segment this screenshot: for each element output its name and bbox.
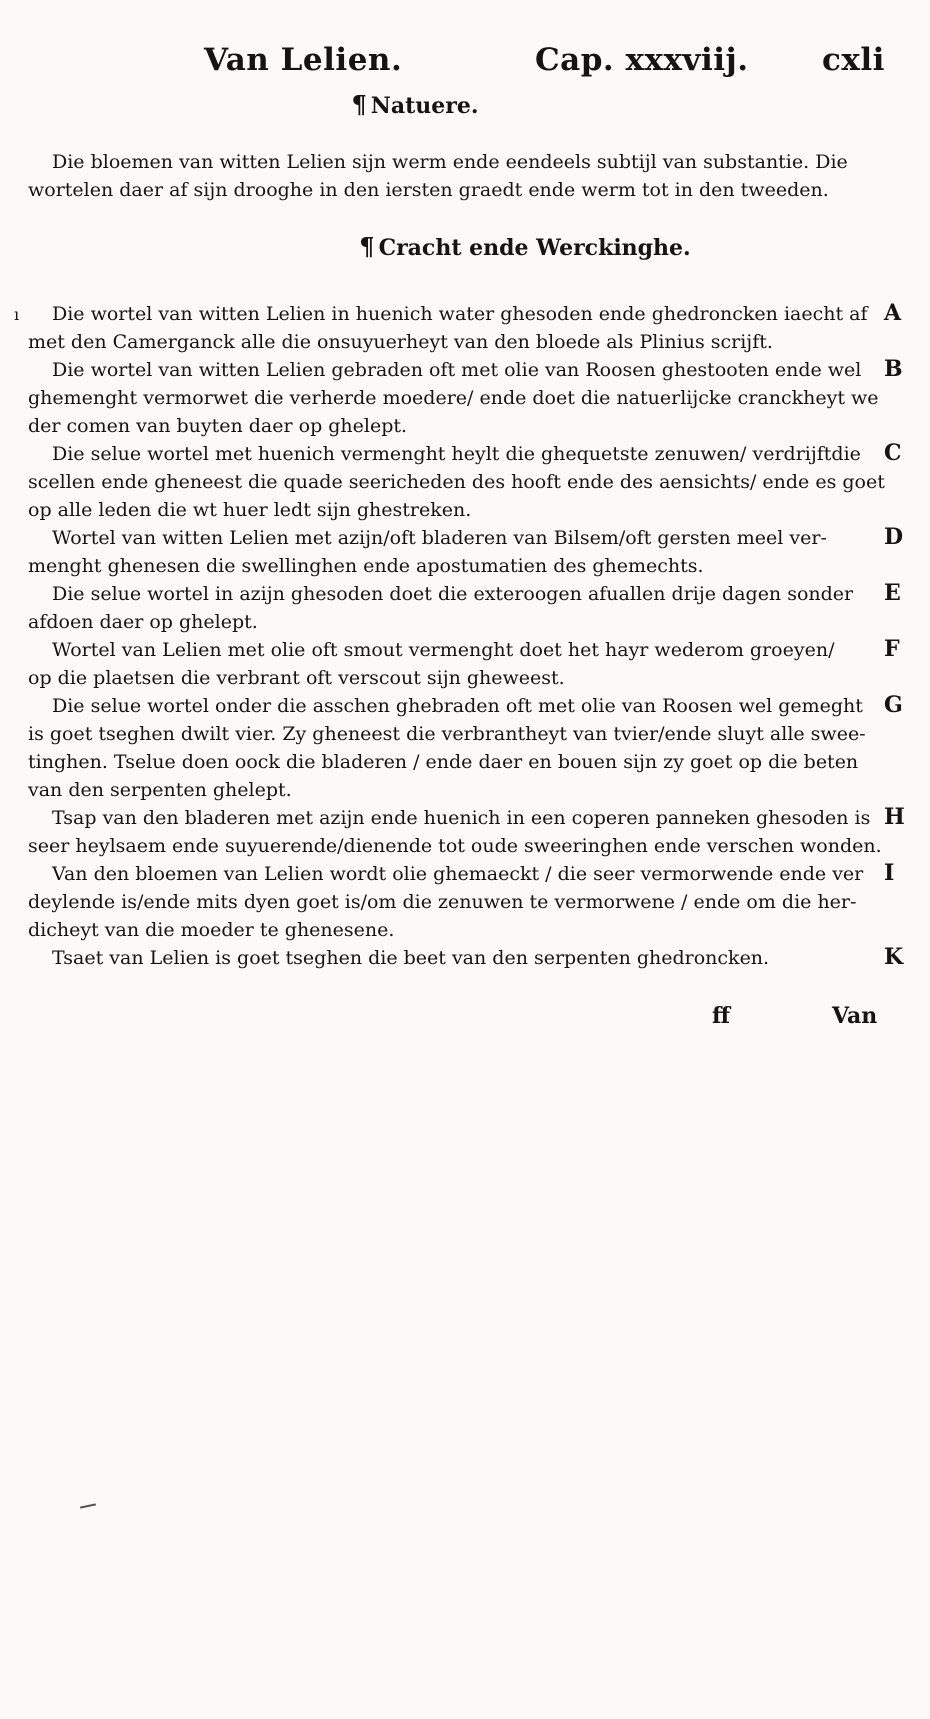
section-heading-text: Cracht ende Werckinghe.	[378, 235, 691, 261]
text-line: der comen van buyten daer op ghelept.	[28, 415, 408, 437]
pilcrow-icon: ¶	[359, 232, 375, 261]
catchword: Van	[832, 1003, 878, 1029]
text-line: menght ghenesen die swellinghen ende apostumatien des ghemechts.	[28, 555, 704, 577]
margin-letter: I	[884, 860, 895, 886]
virtue-paragraph	[28, 440, 885, 524]
running-title: Van Lelien.	[204, 42, 403, 78]
text-line: Wortel van witten Lelien met azijn/oft bladeren van Bilsem/oft gersten meel ver-	[52, 527, 827, 549]
text-line: Die selue wortel onder die asschen ghebraden oft met olie van Roosen wel gemeght	[52, 695, 863, 717]
margin-letter: D	[884, 524, 904, 550]
text-line: Tsap van den bladeren met azijn ende huenich in een coperen panneken ghesoden is	[52, 807, 871, 829]
margin-letter: F	[884, 636, 900, 662]
text-line: Die bloemen van witten Lelien sijn werm ende eendeels subtijl van substantie. Die	[52, 151, 848, 173]
section-heading-power	[60, 232, 930, 261]
text-line: wortelen daer af sijn drooghe in den iersten graedt ende werm tot in den tweeden.	[28, 179, 829, 201]
text-line: is goet tseghen dwilt vier. Zy gheneest die verbrantheyt van tvier/ende sluyt alle swee-	[28, 723, 866, 745]
text-line: Tsaet van Lelien is goet tseghen die beet van den serpenten ghedroncken.	[52, 947, 770, 969]
section-heading-text: Natuere.	[370, 93, 479, 119]
text-line: deylende is/ende mits dyen goet is/om die zenuwen te vermorwene / ende om die her-	[28, 891, 857, 913]
chapter-number: Cap. xxxviij.	[535, 42, 749, 78]
text-line: ghemenght vermorwet die verherde moedere/ ende doet die natuerlijcke cranckheyt we	[28, 387, 879, 409]
signature-mark: ff	[712, 1003, 731, 1029]
ink-mark	[80, 1503, 96, 1508]
virtue-paragraph	[28, 580, 878, 636]
text-line: Die selue wortel in azijn ghesoden doet die exteroogen afuallen drije dagen sonder	[52, 583, 854, 605]
margin-letter: C	[884, 440, 902, 466]
text-line: Wortel van Lelien met olie oft smout vermenght doet het hayr wederom groeyen/	[52, 639, 835, 661]
virtue-paragraph	[28, 524, 878, 580]
text-line: seer heylsaem ende suyuerende/dienende tot oude sweeringhen ende verschen wonden.	[28, 835, 882, 857]
margin-letter: A	[884, 300, 902, 326]
text-line: scellen ende gheneest die quade seericheden des hooft ende des aensichts/ ende es goet	[28, 471, 885, 493]
virtue-paragraph	[28, 636, 878, 692]
virtue-paragraph	[28, 692, 878, 804]
margin-letter: H	[884, 804, 905, 830]
text-line: van den serpenten ghelept.	[28, 779, 292, 801]
virtue-paragraph	[28, 860, 878, 944]
text-line: Die wortel van witten Lelien in huenich water ghesoden ende ghedroncken iaecht af	[52, 303, 868, 325]
folio-number: cxli	[822, 42, 885, 78]
text-line: tinghen. Tselue doen oock die bladeren / ende daer en bouen sijn zy goet op die beten	[28, 751, 859, 773]
text-line: afdoen daer op ghelept.	[28, 611, 258, 633]
virtue-paragraph	[28, 356, 878, 440]
virtue-paragraph	[28, 300, 878, 356]
margin-letter: K	[884, 944, 904, 970]
margin-mark: ı	[14, 305, 20, 324]
text-line: Van den bloemen van Lelien wordt olie ghemaeckt / die seer vermorwende ende ver	[52, 863, 864, 885]
margin-letter: B	[884, 356, 903, 382]
pilcrow-icon: ¶	[351, 90, 367, 119]
text-line: dicheyt van die moeder te ghenesene.	[28, 919, 395, 941]
text-line: met den Camerganck alle die onsuyuerheyt van den bloede als Plinius scrijft.	[28, 331, 773, 353]
virtue-paragraph	[28, 944, 878, 972]
virtue-paragraph	[28, 804, 882, 860]
margin-letter: G	[884, 692, 903, 718]
section-heading-nature	[0, 90, 880, 119]
text-line: op die plaetsen die verbrant oft verscout sijn gheweest.	[28, 667, 565, 689]
text-line: Die wortel van witten Lelien gebraden oft met olie van Roosen ghestooten ende wel	[52, 359, 862, 381]
text-line: Die selue wortel met huenich vermenght heylt die ghequetste zenuwen/ verdrijftdie	[52, 443, 861, 465]
text-line: op alle leden die wt huer ledt sijn ghestreken.	[28, 499, 472, 521]
margin-letter: E	[884, 580, 901, 606]
nature-paragraph	[28, 148, 878, 204]
